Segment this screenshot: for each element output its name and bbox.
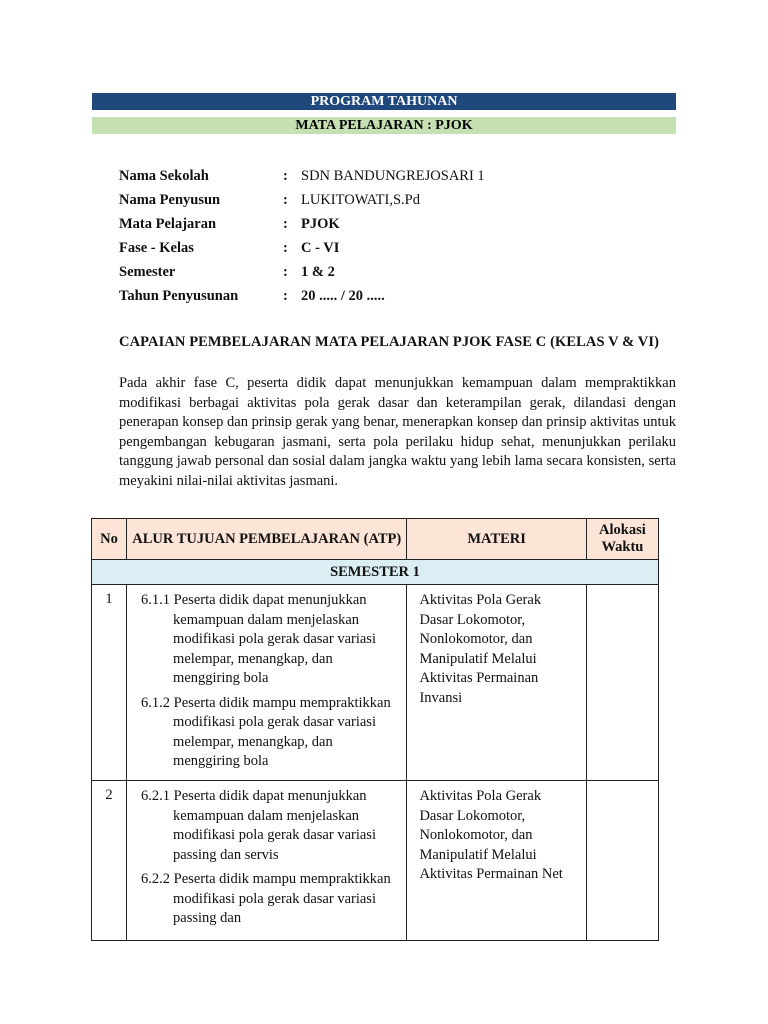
alokasi-cell <box>586 585 658 781</box>
info-value: C - VI <box>301 239 340 256</box>
info-row-phase <box>119 236 485 260</box>
identity-block <box>119 164 485 308</box>
learning-goal: 6.2.2 Peserta didik mampu mempraktikkan modifikasi pola gerak dasar variasi passing dan <box>141 871 391 926</box>
learning-goal: 6.2.1 Peserta didik dapat menunjukkan kemampuan dalam menjelaskan modifikasi pola gerak dasar variasi passing dan servis <box>141 788 376 863</box>
info-value: LUKITOWATI,S.Pd <box>301 191 420 208</box>
info-colon: : <box>283 215 288 232</box>
info-value: PJOK <box>301 215 340 232</box>
header-no: No <box>92 519 127 560</box>
header-alokasi: Alokasi Waktu <box>586 519 658 560</box>
atp-cell <box>127 585 407 781</box>
row-number: 2 <box>92 781 127 941</box>
info-label: Tahun Penyusunan <box>119 287 239 304</box>
info-colon: : <box>283 167 288 184</box>
table-row <box>92 781 659 941</box>
subject-banner: MATA PELAJARAN : PJOK <box>92 117 676 134</box>
semester-label: SEMESTER 1 <box>92 560 659 585</box>
info-label: Nama Sekolah <box>119 167 209 184</box>
atp-table <box>91 518 659 941</box>
info-row-semester <box>119 260 485 284</box>
learning-goal: 6.1.1 Peserta didik dapat menunjukkan kemampuan dalam menjelaskan modifikasi pola gerak dasar variasi melempar, menangkap, dan menggiring bola <box>141 592 376 686</box>
info-row-school <box>119 164 485 188</box>
info-label: Mata Pelajaran <box>119 215 217 232</box>
info-row-author <box>119 188 485 212</box>
semester-row <box>92 560 659 585</box>
table-header-row <box>92 519 659 560</box>
header-materi: MATERI <box>407 519 586 560</box>
info-label: Nama Penyusun <box>119 191 221 208</box>
materi-cell: Aktivitas Pola Gerak Dasar Lokomotor, Nonlokomotor, dan Manipulatif Melalui Aktivitas Permainan Invansi <box>407 585 586 781</box>
info-value: 20 ..... / 20 ..... <box>301 287 385 304</box>
info-label: Fase - Kelas <box>119 239 194 256</box>
row-number: 1 <box>92 585 127 781</box>
info-row-subject <box>119 212 485 236</box>
atp-cell <box>127 781 407 941</box>
info-row-year <box>119 284 485 308</box>
capaian-paragraph: Pada akhir fase C, peserta didik dapat menunjukkan kemampuan dalam mempraktikkan modifikasi berbagai aktivitas pola gerak dasar dan keterampilan gerak, dilandasi dengan penerapan konsep dan prinsip gerak yang benar, menerapkan konsep dan prinsip aktivitas untuk pengembangan kebugaran jasmani, serta pola perilaku hidup sehat, menunjukkan perilaku tanggung jawab personal dan sosial dalam jangka waktu yang lebih lama secara konsisten, serta meyakini nilai-nilai aktivitas jasmani. <box>119 375 676 489</box>
info-label: Semester <box>119 263 176 280</box>
alokasi-cell <box>586 781 658 941</box>
table-row <box>92 585 659 781</box>
info-colon: : <box>283 263 288 280</box>
info-colon: : <box>283 239 288 256</box>
info-value: SDN BANDUNGREJOSARI 1 <box>301 167 485 184</box>
info-colon: : <box>283 287 288 304</box>
capaian-heading: CAPAIAN PEMBELAJARAN MATA PELAJARAN PJOK FASE C (KELAS V & VI) <box>119 334 660 350</box>
header-atp: ALUR TUJUAN PEMBELAJARAN (ATP) <box>127 519 407 560</box>
info-value: 1 & 2 <box>301 263 335 280</box>
document-title: PROGRAM TAHUNAN <box>92 93 676 110</box>
learning-goal: 6.1.2 Peserta didik mampu mempraktikkan modifikasi pola gerak dasar variasi melempar, menangkap, dan menggiring bola <box>141 694 391 769</box>
info-colon: : <box>283 191 288 208</box>
materi-cell: Aktivitas Pola Gerak Dasar Lokomotor, Nonlokomotor, dan Manipulatif Melalui Aktivitas Permainan Net <box>407 781 586 941</box>
